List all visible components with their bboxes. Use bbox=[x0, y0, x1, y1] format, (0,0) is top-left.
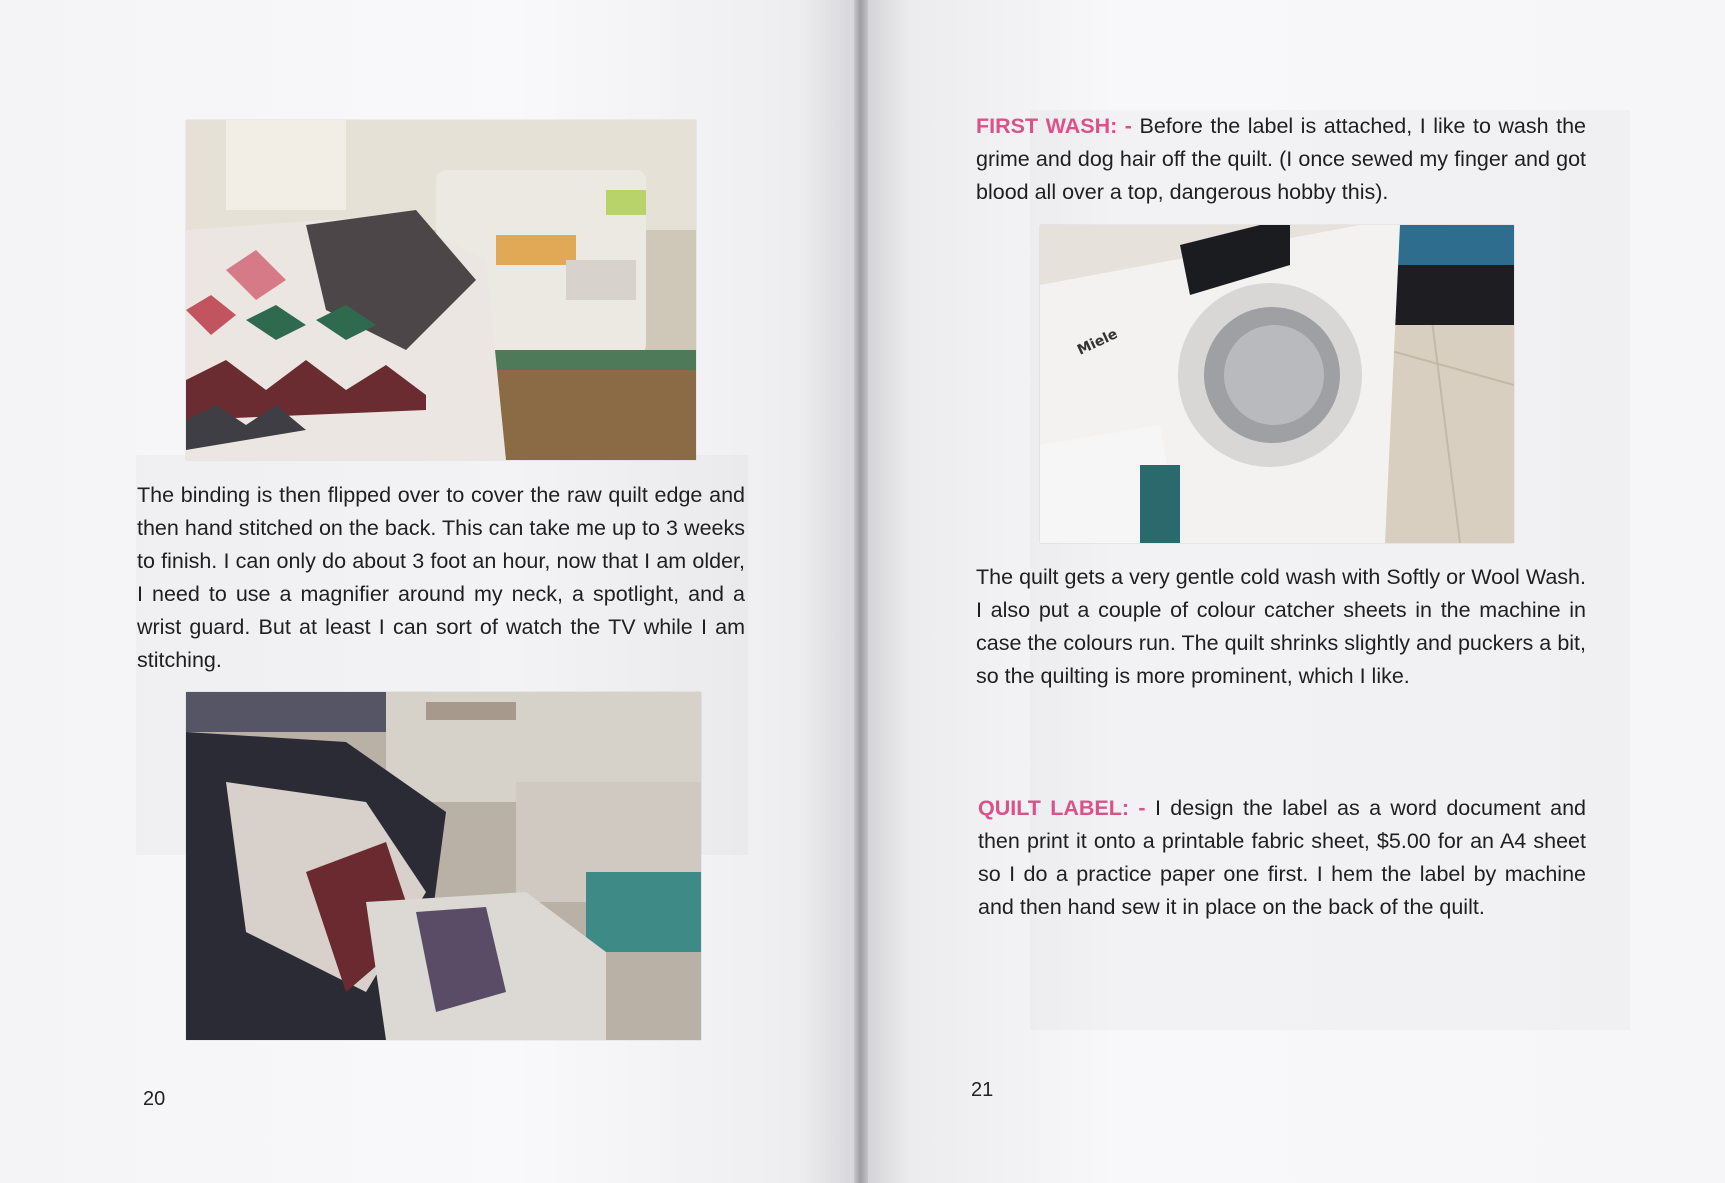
washing-machine-photo-image bbox=[1040, 225, 1514, 543]
photo-sewing-machine-with-quilt bbox=[186, 120, 696, 460]
stitching-photo-image bbox=[186, 692, 701, 1040]
book-gutter bbox=[854, 0, 868, 1183]
page-number-right: 21 bbox=[971, 1079, 994, 1101]
svg-text:Miele: Miele bbox=[1074, 326, 1121, 359]
photo-washing-machine bbox=[1040, 225, 1514, 543]
binding-paragraph: The binding is then flipped over to cover the raw quilt edge and then hand stitched on the back. This can take me up to 3 weeks to finish. I can only do about 3 foot an hour, now that I am older, I need to use a magnifier around my neck, a spotlight, and a wrist guard. But at least I can sort of watch the TV while I am stitching. bbox=[137, 483, 745, 672]
quilt-label-paragraph bbox=[978, 792, 1586, 924]
page-number-left: 20 bbox=[143, 1088, 166, 1110]
first-wash-paragraph bbox=[976, 110, 1586, 209]
wash-paragraph: The quilt gets a very gentle cold wash with Softly or Wool Wash. I also put a couple of colour catcher sheets in the machine in case the colours run. The quilt shrinks slightly and puckers a bit, so the quilting is more prominent, which I like. bbox=[976, 565, 1586, 688]
left-page bbox=[0, 0, 858, 1183]
photo-hand-stitching-binding bbox=[186, 692, 701, 1040]
right-page bbox=[858, 0, 1725, 1183]
first-wash-heading: FIRST WASH: - bbox=[976, 114, 1132, 138]
quilt-label-text: I design the label as a word document and then print it onto a printable fabric sheet, $5.00 for an A4 sheet so I do a practice paper one first. I hem the label by machine and then hand sew it in place on the back of the quilt. bbox=[978, 796, 1586, 919]
first-wash-text: Before the label is attached, I like to wash the grime and dog hair off the quilt. (I once sewed my finger and got blood all over a top, dangerous hobby this). bbox=[976, 114, 1587, 204]
sewing-machine-photo-image bbox=[186, 120, 696, 460]
quilt-label-heading: QUILT LABEL: - bbox=[978, 796, 1146, 820]
